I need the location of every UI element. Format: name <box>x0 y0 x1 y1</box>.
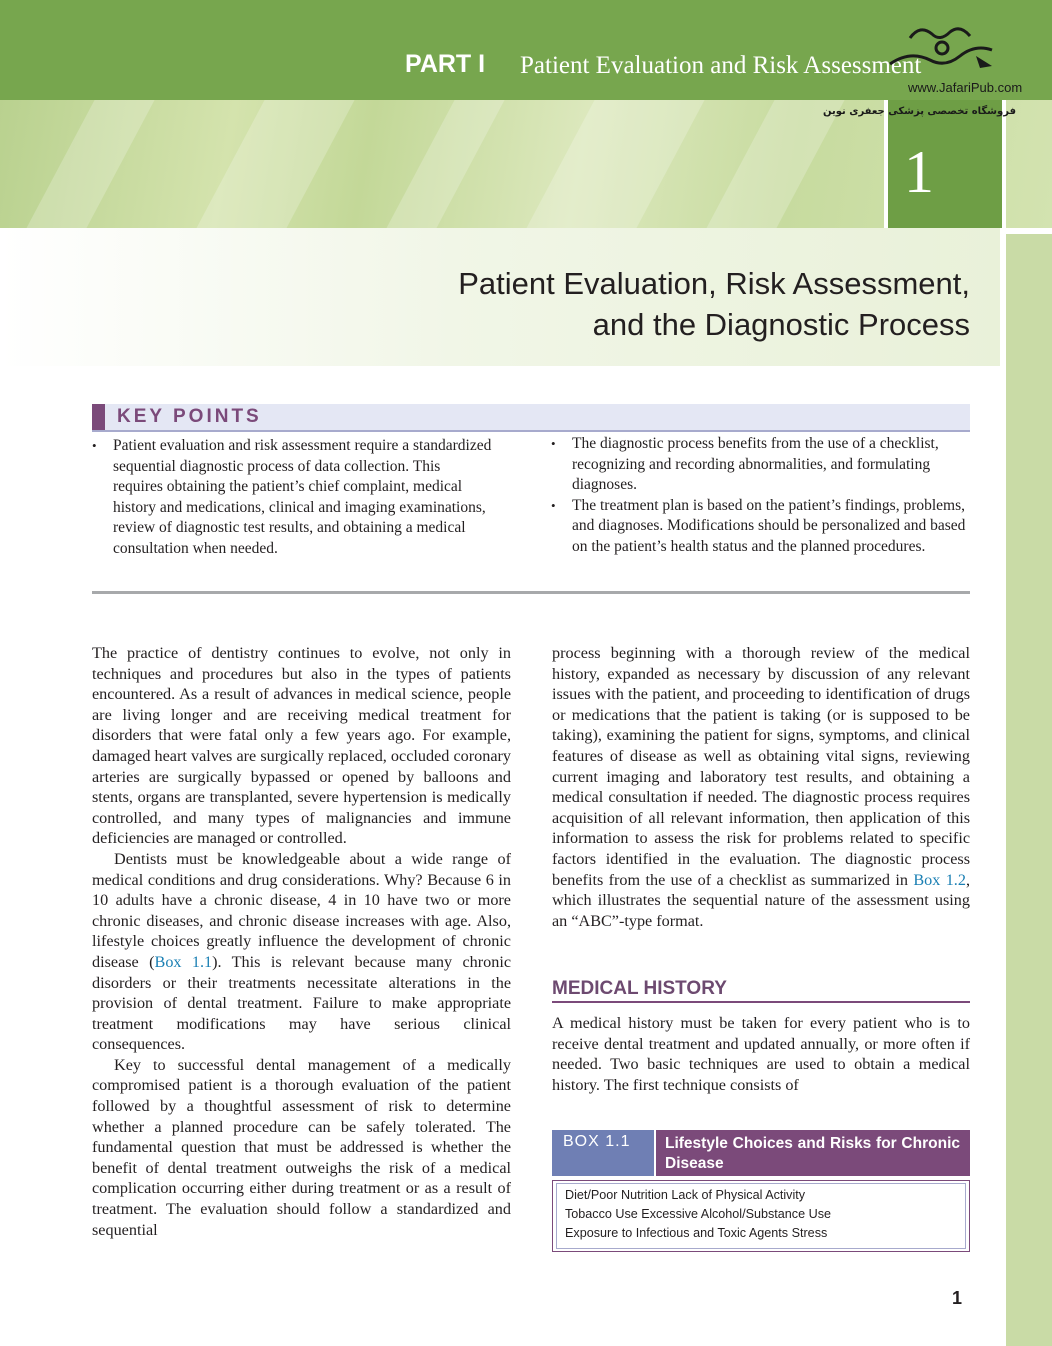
body-column-right <box>552 643 970 931</box>
publisher-logo <box>880 20 1000 80</box>
body-column-right-continued <box>552 1013 970 1095</box>
box-line: Exposure to Infectious and Toxic Agents Stress <box>565 1226 828 1240</box>
chapter-number: 1 <box>904 139 934 205</box>
chapter-title-line-2: and the Diagnostic Process <box>592 307 970 342</box>
key-point-item: • The diagnostic process benefits from the use of a checklist, recognizing and recording abnormalities, and formulating diagnoses. <box>551 434 971 496</box>
box-line: Diet/Poor Nutrition Lack of Physical Activity <box>565 1188 806 1202</box>
paragraph-text: Dentists must be knowledgeable about a wide range of medical conditions and drug considerations. Why? Because 6 in 10 adults have a chronic disease, 4 in 10 have two or more chronic diseases, and chronic disease increases with age. Also, lifestyle choices greatly influence the development of chronic disease ( <box>92 849 511 971</box>
watermark-url: www.JafariPub.com <box>908 80 1023 95</box>
body-paragraph: The practice of dentistry continues to evolve, not only in techniques and procedures but also in the types of patients encountered. As a result of advances in medical science, people are living longer and are receiving medical treatment for disorders that were fatal only a few years ago. For example, damaged heart valves are surgically replaced, occluded coronary arteries are surgically bypassed or opened by balloons and stents, organs are transplanted, severe hypertension is medically controlled, and many types of malignancies and immune deficiencies are managed or controlled. <box>92 644 511 848</box>
chapter-title-line-1: Patient Evaluation, Risk Assessment, <box>458 266 970 301</box>
box-1-2-link[interactable]: Box 1.2 <box>913 870 966 889</box>
box-title: Lifestyle Choices and Risks for Chronic Disease <box>665 1135 960 1172</box>
body-paragraph: Key to successful dental management of a medically compromised patient is a thorough evaluation of the patient followed by a thoughtful assessment of risk to determine whether a planned procedure can be safely tolerated. The fundamental question that must be addressed is whether the benefit of dental treatment outweighs the risk of a medical complication occurring either during treatment or as a result of treatment. The evaluation should follow a standardized and sequential <box>92 1055 511 1239</box>
box-label: BOX 1.1 <box>563 1133 631 1150</box>
key-points-heading: KEY POINTS <box>117 406 262 427</box>
key-points-accent-bar <box>92 404 105 430</box>
body-paragraph: A medical history must be taken for every patient who is to receive dental treatment and updated annually, or more often if needed. Two basic techniques are used to obtain a medical history. The first technique consists of <box>552 1014 970 1094</box>
paragraph-text: process beginning with a thorough review of the medical history, expanded as necessary by discussion of any relevant issues with the patient, and proceeding to identification of drugs or medications that the patient is taking (or is supposed to be taking), examining the patient for signs, symptoms, and clinical features of disease as well as obtaining vital signs, reviewing current imaging and laboratory test results, and obtaining a medical consultation if needed. The diagnostic process requires acquisition of all relevant information, then application of this information to assess the risk for problems related to specific factors identified in the evaluation. The diagnostic process benefits from the use of a checklist as summarized in <box>552 644 970 889</box>
paragraph-text: , which illustrates the sequential nature of the assessment using an “ABC”-type format. <box>552 870 970 930</box>
key-point-item: • The treatment plan is based on the patient’s findings, problems, and diagnoses. Modifications should be personalized and based on the patient’s health status and the planned procedures. <box>551 496 971 558</box>
body-column-left <box>92 643 511 1240</box>
key-points-left <box>92 436 492 559</box>
paragraph-text: ). This is relevant because many chronic disorders or their treatments necessitate alterations in the provision of dental treatment. Failure to make appropriate treatment modifications may have serious clinical consequences. <box>92 952 512 1054</box>
part-label: PART I <box>405 50 486 78</box>
page-number: 1 <box>952 1288 963 1308</box>
body-paragraph <box>92 849 511 1055</box>
side-color-bar <box>1006 234 1052 1346</box>
key-points-right <box>551 434 971 557</box>
key-points-bottom-rule <box>92 591 970 594</box>
box-1-1-link[interactable]: Box 1.1 <box>154 952 213 971</box>
medical-history-rule <box>552 1001 970 1003</box>
medical-history-heading: MEDICAL HISTORY <box>552 978 727 999</box>
body-paragraph <box>552 643 970 931</box>
watermark-shop-name: فروشگاه تخصصی پزشکی جعفری نوین <box>823 106 1016 117</box>
key-points-underline <box>92 430 970 432</box>
part-title: Patient Evaluation and Risk Assessment <box>520 52 922 79</box>
box-line: Tobacco Use Excessive Alcohol/Substance Use <box>565 1207 832 1221</box>
key-point-item: • Patient evaluation and risk assessment require a standardized sequential diagnostic process of data collection. This requires obtaining the patient’s chief complaint, medical history and medications, clinical and imaging examinations, review of diagnostic test results, and obtaining a medical consultation when needed. <box>92 436 492 559</box>
